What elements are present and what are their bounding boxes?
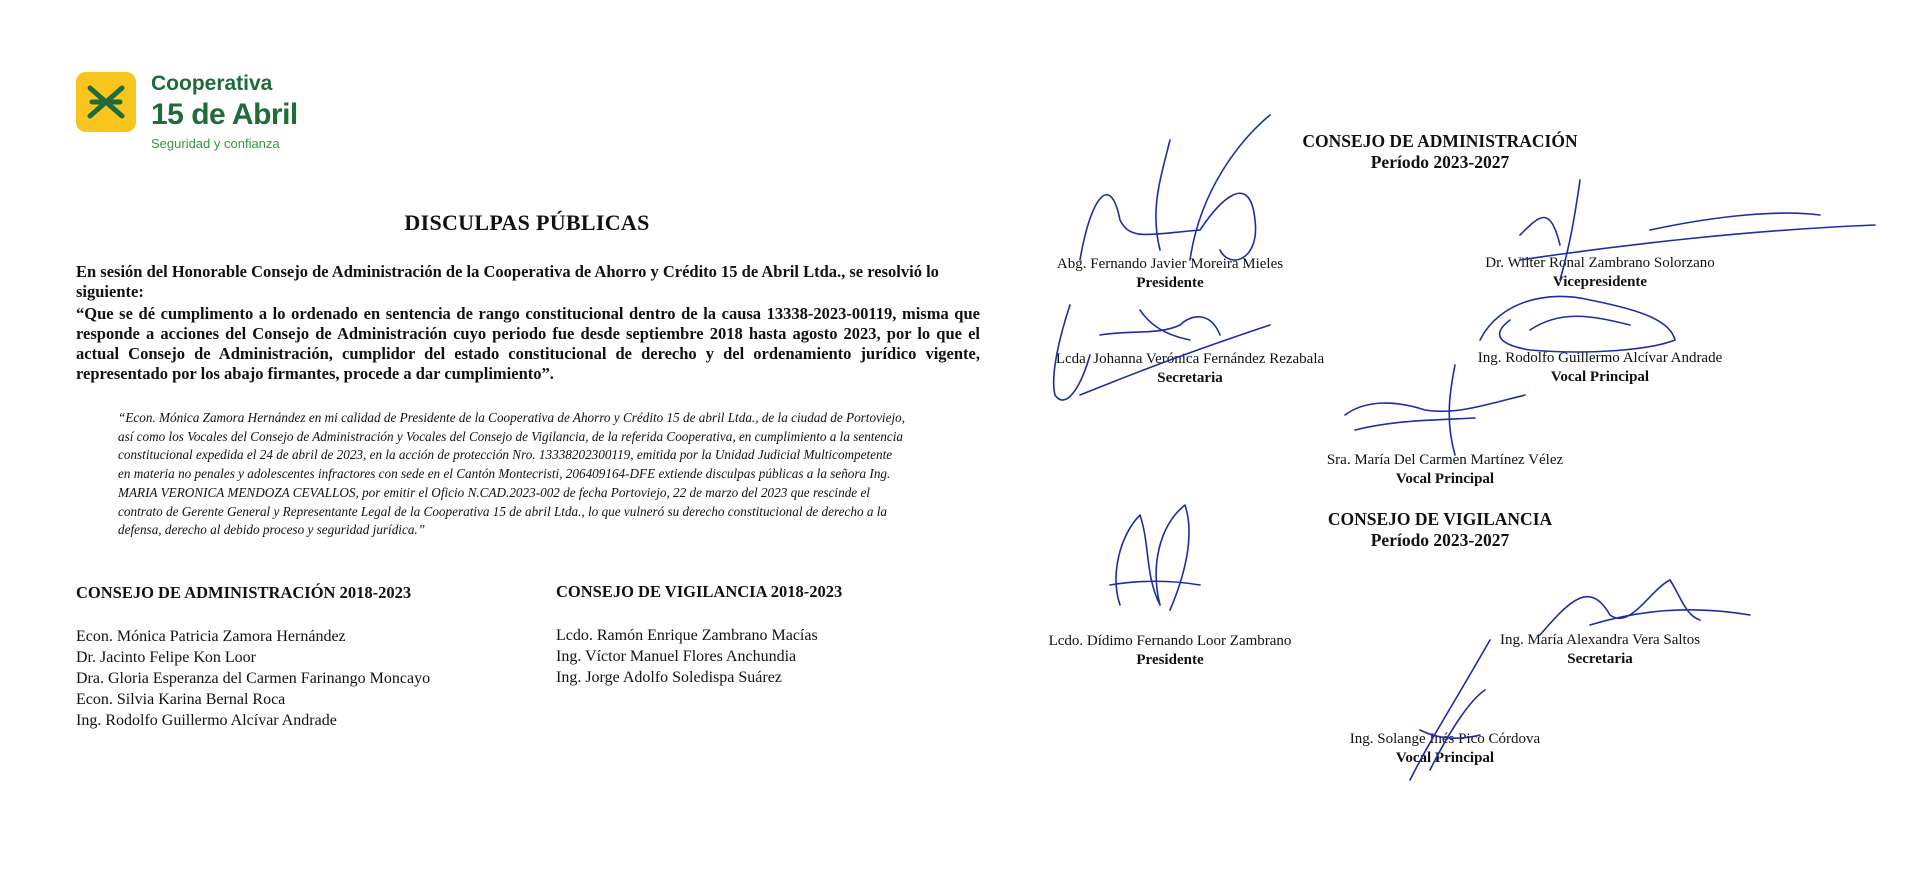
list-item: Dr. Jacinto Felipe Kon Loor xyxy=(76,649,256,666)
signatory-role: Vocal Principal xyxy=(1550,369,1650,385)
logo-name-line2: 15 de Abril xyxy=(151,98,298,131)
signatory-name: Dr. Wilter Ronal Zambrano Solorzano xyxy=(1485,255,1715,271)
list-item: Ing. Jorge Adolfo Soledispa Suárez xyxy=(556,669,782,686)
signatory-role: Vocal Principal xyxy=(1395,750,1495,766)
logo-icon xyxy=(76,72,136,132)
intro-paragraph: En sesión del Honorable Consejo de Administración de la Cooperativa de Ahorro y Crédito 15 de Abril Ltda., se resolvió lo siguiente: xyxy=(76,262,939,301)
signatory-role: Presidente xyxy=(1136,652,1204,668)
signature-scribble-pico xyxy=(1390,630,1510,790)
resolution-paragraph: “Que se dé cumplimento a lo ordenado en sentencia de rango constitucional dentro de la causa 13338-2023-00119, misma que responde a acciones del Consejo de Administración cuyo periodo fue desde septiembre 2018 hasta agosto 2023, por lo que el actual Consejo de Administración, cumplidor del estado constitucional de derecho y del ordenamiento jurídico vigente, representado por los abajo firmantes, procede a dar cumplimiento”. xyxy=(76,304,980,383)
signature-scribble-fernandez xyxy=(1040,295,1300,415)
signatory-name: Ing. Rodolfo Guillermo Alcívar Andrade xyxy=(1477,350,1723,366)
current-vigilance-heading: CONSEJO DE VIGILANCIA xyxy=(1327,509,1553,529)
logo-tagline: Seguridad y confianza xyxy=(151,136,280,151)
list-item: Dra. Gloria Esperanza del Carmen Farinango Moncayo xyxy=(76,670,431,687)
list-item: Econ. Mónica Patricia Zamora Hernández xyxy=(76,628,346,645)
signature-block-vig-president xyxy=(1010,632,1330,670)
signatory-role: Secretaria xyxy=(1567,651,1633,667)
signatory-role: Secretaria xyxy=(1157,370,1223,386)
signature-scribble-martinez xyxy=(1335,360,1545,460)
current-admin-heading: CONSEJO DE ADMINISTRACIÓN xyxy=(1302,131,1578,151)
logo-symbol xyxy=(76,72,136,132)
signatory-name: Lcda. Johanna Verónica Fernández Rezabala xyxy=(1055,351,1325,367)
signatory-name: Abg. Fernando Javier Moreira Mieles xyxy=(1056,256,1284,272)
signatory-name: Sra. María Del Carmen Martínez Vélez xyxy=(1326,452,1564,468)
current-vigilance-period: Período 2023-2027 xyxy=(1370,530,1510,550)
past-vigilance-members xyxy=(556,625,818,688)
list-item: Ing. Rodolfo Guillermo Alcívar Andrade xyxy=(76,712,337,729)
list-item: Econ. Silvia Karina Bernal Roca xyxy=(76,691,286,708)
signatory-role: Presidente xyxy=(1136,275,1204,291)
list-item: Ing. Víctor Manuel Flores Anchundia xyxy=(556,648,797,665)
signatory-role: Vicepresidente xyxy=(1552,274,1648,290)
past-vigilance-heading: CONSEJO DE VIGILANCIA 2018-2023 xyxy=(556,582,843,601)
apology-paragraph: “Econ. Mónica Zamora Hernández en mi calidad de Presidente de la Cooperativa de Ahorro y Crédito 15 de abril Ltda., de la ciudad de Portoviejo, así como los Vocales del Consejo de Administración y Vocales del Consejo de Vigilancia, de la referida Cooperativa, en cumplimiento a la sentencia constitucional expedida el 24 de abril de 2023, en la acción de protección Nro. 13338202300119, emitida por la Unidad Judicial Multicompetente en materia no penales y adolescentes infractores con sede en el Cantón Montecristi, 206409164-DFE extiende disculpas públicas a la señora Ing. MARIA VERONICA MENDOZA CEVALLOS, por emitir el Oficio N.CAD.2023-002 de fecha Portoviejo, 22 de marzo del 2023 que rescinde el contrato de Gerente General y Representante Legal de la Cooperativa 15 de abril Ltda., lo que vulneró su derecho constitucional de derecho a la defensa, derecho al debido proceso y seguridad jurídica.” xyxy=(118,410,905,538)
signatory-name: Ing. Solange Inés Pico Córdova xyxy=(1349,731,1541,747)
signature-scribble-moreira xyxy=(1050,110,1310,280)
logo-name-line1: Cooperativa xyxy=(151,72,273,95)
document-title: DISCULPAS PÚBLICAS xyxy=(404,210,650,235)
past-admin-heading: CONSEJO DE ADMINISTRACIÓN 2018-2023 xyxy=(76,583,412,602)
signature-scribble-alcivar xyxy=(1470,280,1690,360)
signature-scribble-vera xyxy=(1530,560,1760,645)
list-item: Lcdo. Ramón Enrique Zambrano Macías xyxy=(556,627,818,644)
signatory-name: Lcdo. Dídimo Fernando Loor Zambrano xyxy=(1048,633,1292,649)
current-admin-period: Período 2023-2027 xyxy=(1370,152,1510,172)
signature-scribble-zambrano xyxy=(1500,175,1880,285)
signatory-name: Ing. María Alexandra Vera Saltos xyxy=(1499,632,1701,648)
signatory-role: Vocal Principal xyxy=(1395,471,1495,487)
signature-scribble-loor xyxy=(1100,495,1210,625)
past-admin-members xyxy=(76,626,430,731)
